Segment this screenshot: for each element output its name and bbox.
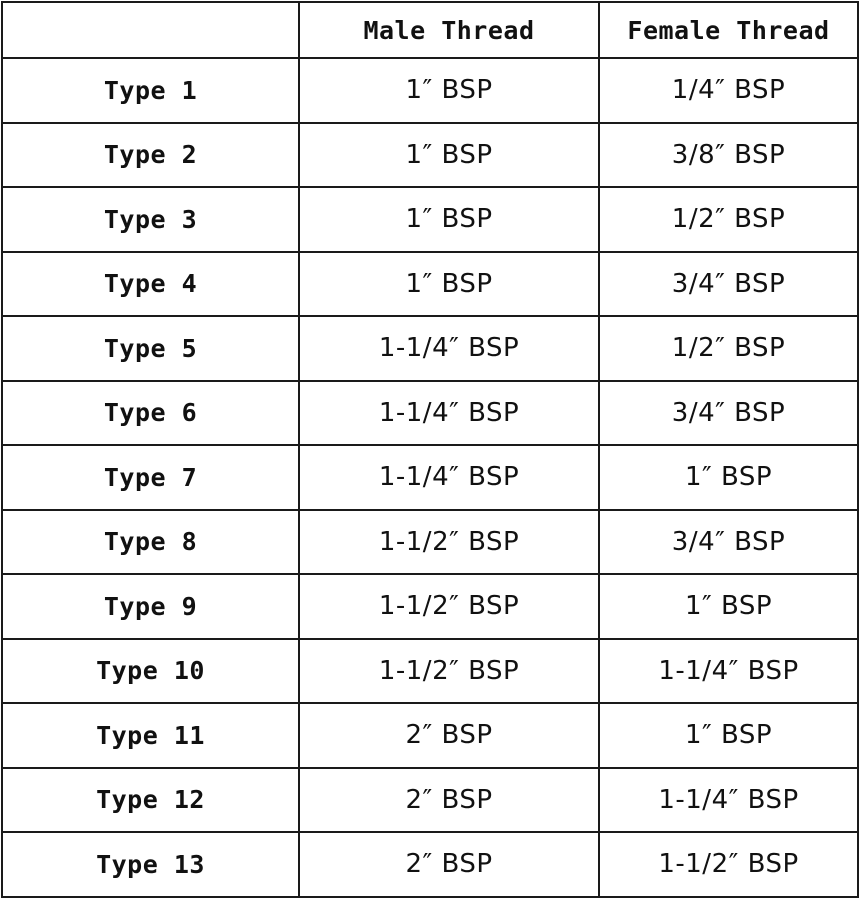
female-thread-cell: 1-1/2″ BSP (599, 832, 858, 897)
type-cell: Type 4 (2, 252, 299, 317)
male-thread-cell: 2″ BSP (299, 768, 599, 833)
type-cell: Type 8 (2, 510, 299, 575)
male-thread-cell: 2″ BSP (299, 703, 599, 768)
type-cell: Type 11 (2, 703, 299, 768)
type-cell: Type 13 (2, 832, 299, 897)
male-thread-cell: 2″ BSP (299, 832, 599, 897)
table-row (2, 58, 858, 123)
female-thread-cell: 1/2″ BSP (599, 316, 858, 381)
table-row (2, 445, 858, 510)
table-row (2, 187, 858, 252)
male-thread-cell: 1″ BSP (299, 187, 599, 252)
male-thread-cell: 1″ BSP (299, 252, 599, 317)
female-thread-cell: 1″ BSP (599, 703, 858, 768)
female-thread-cell: 3/4″ BSP (599, 510, 858, 575)
type-cell: Type 5 (2, 316, 299, 381)
female-thread-cell: 1″ BSP (599, 574, 858, 639)
header-blank (2, 2, 299, 58)
female-thread-cell: 1/2″ BSP (599, 187, 858, 252)
male-thread-cell: 1-1/4″ BSP (299, 445, 599, 510)
table-row (2, 703, 858, 768)
thread-table (1, 1, 859, 898)
header-female-thread: Female Thread (599, 2, 858, 58)
male-thread-cell: 1″ BSP (299, 123, 599, 188)
table-row (2, 252, 858, 317)
male-thread-cell: 1-1/2″ BSP (299, 510, 599, 575)
male-thread-cell: 1-1/2″ BSP (299, 639, 599, 704)
type-cell: Type 10 (2, 639, 299, 704)
table-row (2, 768, 858, 833)
type-cell: Type 9 (2, 574, 299, 639)
female-thread-cell: 1″ BSP (599, 445, 858, 510)
table-row (2, 639, 858, 704)
table-body (2, 58, 858, 897)
male-thread-cell: 1-1/4″ BSP (299, 316, 599, 381)
table-row (2, 123, 858, 188)
type-cell: Type 12 (2, 768, 299, 833)
table-row (2, 574, 858, 639)
female-thread-cell: 3/8″ BSP (599, 123, 858, 188)
type-cell: Type 7 (2, 445, 299, 510)
male-thread-cell: 1-1/2″ BSP (299, 574, 599, 639)
female-thread-cell: 3/4″ BSP (599, 381, 858, 446)
header-male-thread: Male Thread (299, 2, 599, 58)
female-thread-cell: 1/4″ BSP (599, 58, 858, 123)
table-row (2, 316, 858, 381)
table-row (2, 832, 858, 897)
table-row (2, 510, 858, 575)
male-thread-cell: 1″ BSP (299, 58, 599, 123)
type-cell: Type 1 (2, 58, 299, 123)
type-cell: Type 3 (2, 187, 299, 252)
female-thread-cell: 1-1/4″ BSP (599, 639, 858, 704)
type-cell: Type 2 (2, 123, 299, 188)
table-row (2, 381, 858, 446)
header-row (2, 2, 858, 58)
male-thread-cell: 1-1/4″ BSP (299, 381, 599, 446)
type-cell: Type 6 (2, 381, 299, 446)
female-thread-cell: 3/4″ BSP (599, 252, 858, 317)
female-thread-cell: 1-1/4″ BSP (599, 768, 858, 833)
